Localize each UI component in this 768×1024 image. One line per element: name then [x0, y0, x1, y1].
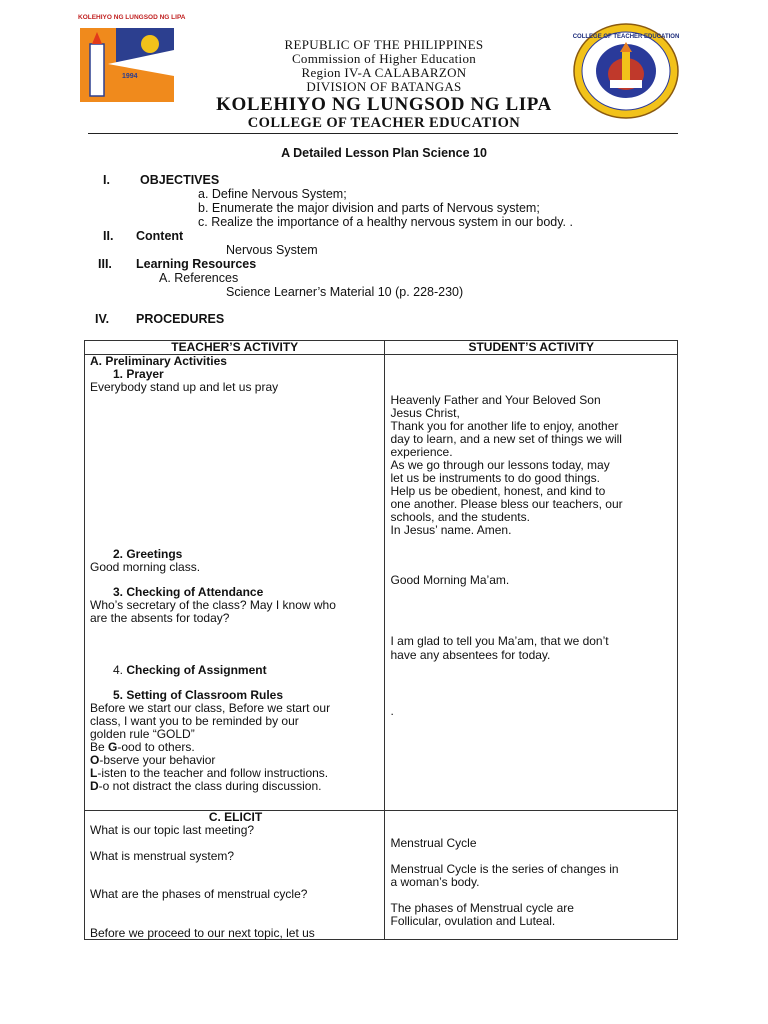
greetings-title: 2. Greetings: [113, 547, 183, 561]
gold-letter: L: [90, 766, 98, 780]
gold-rest: -o not distract the class during discussion.: [98, 779, 322, 793]
objectives-title: OBJECTIVES: [140, 173, 220, 187]
rules-teacher-line: class, I want you to be reminded by our: [90, 714, 299, 728]
attendance-teacher-line: Who’s secretary of the class? May I know who: [90, 598, 336, 612]
gold-letter: G: [108, 740, 118, 754]
rules-teacher-line: Before we start our class, Before we start our: [90, 701, 331, 715]
prayer-student-line: Thank you for another life to enjoy, another: [390, 419, 619, 433]
attendance-student-line: have any absentees for today.: [390, 648, 551, 662]
attendance-teacher-line: are the absents for today?: [90, 611, 230, 625]
elicit-answer-line: Follicular, ovulation and Luteal.: [390, 914, 556, 928]
prayer-student-line: one another. Please bless our teachers, our: [390, 497, 623, 511]
objective-item: a. Define Nervous System;: [198, 187, 347, 201]
gold-rest: -ood to others.: [117, 740, 195, 754]
teacher-prelim-cell: [85, 355, 385, 811]
header-line-2: Commission of Higher Education: [291, 51, 477, 66]
prayer-student-line: As we go through our lessons today, may: [390, 458, 610, 472]
assignment-num: 4.: [113, 663, 124, 677]
procedures-title: PROCEDURES: [136, 312, 225, 326]
gold-rule-d: [90, 780, 321, 793]
student-activity-header: STUDENT’S ACTIVITY: [385, 341, 678, 355]
prayer-student-line: In Jesus’ name. Amen.: [390, 523, 512, 537]
gold-letter: D: [90, 779, 99, 793]
student-elicit-cell: [385, 811, 678, 940]
elicit-answer-line: Menstrual Cycle is the series of changes in: [390, 862, 619, 876]
objectives-num: I.: [103, 173, 110, 187]
attendance-title: 3. Checking of Attendance: [113, 585, 264, 599]
objective-item: c. Realize the importance of a healthy nervous system in our body. .: [198, 215, 573, 229]
elicit-question: What are the phases of menstrual cycle?: [90, 887, 308, 901]
header-divider: [88, 133, 678, 134]
procedures-num: IV.: [95, 312, 110, 326]
content-title: Content: [136, 229, 184, 243]
prayer-title: 1. Prayer: [113, 367, 164, 381]
header-line-1: REPUBLIC OF THE PHILIPPINES: [284, 37, 484, 52]
gold-rest: -bserve your behavior: [99, 753, 216, 767]
gold-pre: Be: [90, 740, 109, 754]
prayer-student-line: experience.: [390, 445, 453, 459]
doc-title: A Detailed Lesson Plan Science 10: [281, 146, 487, 160]
prayer-student-line: Heavenly Father and Your Beloved Son: [390, 393, 601, 407]
resources-num: III.: [98, 257, 112, 271]
objective-item: b. Enumerate the major division and parts of Nervous system;: [198, 201, 540, 215]
prelim-heading: A. Preliminary Activities: [90, 354, 227, 368]
prayer-student-line: Help us be obedient, honest, and kind to: [390, 484, 606, 498]
prayer-student-line: Jesus Christ,: [390, 406, 460, 420]
resources-title: Learning Resources: [136, 257, 257, 271]
rules-student: .: [390, 704, 394, 718]
school-logo-text: KOLEHIYO NG LUNGSOD NG LIPA: [78, 14, 186, 21]
elicit-question: What is our topic last meeting?: [90, 823, 255, 837]
prayer-student-line: schools, and the students.: [390, 510, 530, 524]
prayer-student-line: day to learn, and a new set of things we will: [390, 432, 622, 446]
content-num: II.: [103, 229, 114, 243]
logo-year: 1994: [122, 73, 138, 80]
lesson-table: [84, 340, 678, 940]
content-value: Nervous System: [226, 243, 318, 257]
header-line-3: Region IV-A CALABARZON: [301, 65, 467, 80]
gold-letter: O: [90, 753, 100, 767]
elicit-answer-line: a woman’s body.: [390, 875, 480, 889]
prayer-teacher: Everybody stand up and let us pray: [90, 380, 279, 394]
rules-title: 5. Setting of Classroom Rules: [113, 688, 284, 702]
department-name: COLLEGE OF TEACHER EDUCATION: [247, 115, 521, 131]
college-name: KOLEHIYO NG LUNGSOD NG LIPA: [216, 94, 552, 115]
gold-rest: -isten to the teacher and follow instructions.: [97, 766, 329, 780]
elicit-question: Before we proceed to our next topic, let us: [90, 926, 315, 940]
greetings-student: Good Morning Ma’am.: [390, 573, 510, 587]
elicit-heading: C. ELICIT: [208, 810, 263, 824]
elicit-answer: Menstrual Cycle: [390, 836, 477, 850]
resources-sub: A. References: [159, 271, 239, 285]
prayer-student-line: let us be instruments to do good things.: [390, 471, 600, 485]
resources-value: Science Learner’s Material 10 (p. 228-230): [226, 285, 464, 299]
assignment-title: Checking of Assignment: [126, 663, 267, 677]
teacher-activity-header: TEACHER’S ACTIVITY: [85, 341, 385, 355]
header-line-4: DIVISION OF BATANGAS: [306, 79, 462, 94]
elicit-answer-line: The phases of Menstrual cycle are: [390, 901, 574, 915]
rules-teacher-line: golden rule “GOLD”: [90, 727, 195, 741]
student-prelim-cell: [385, 355, 678, 811]
seal-text: COLLEGE OF TEACHER EDUCATION: [572, 34, 680, 40]
assignment-row: [113, 664, 267, 677]
attendance-student-line: I am glad to tell you Ma’am, that we don’t: [390, 634, 609, 648]
greetings-teacher: Good morning class.: [90, 560, 201, 574]
elicit-question: What is menstrual system?: [90, 849, 235, 863]
teacher-elicit-cell: [85, 811, 385, 940]
